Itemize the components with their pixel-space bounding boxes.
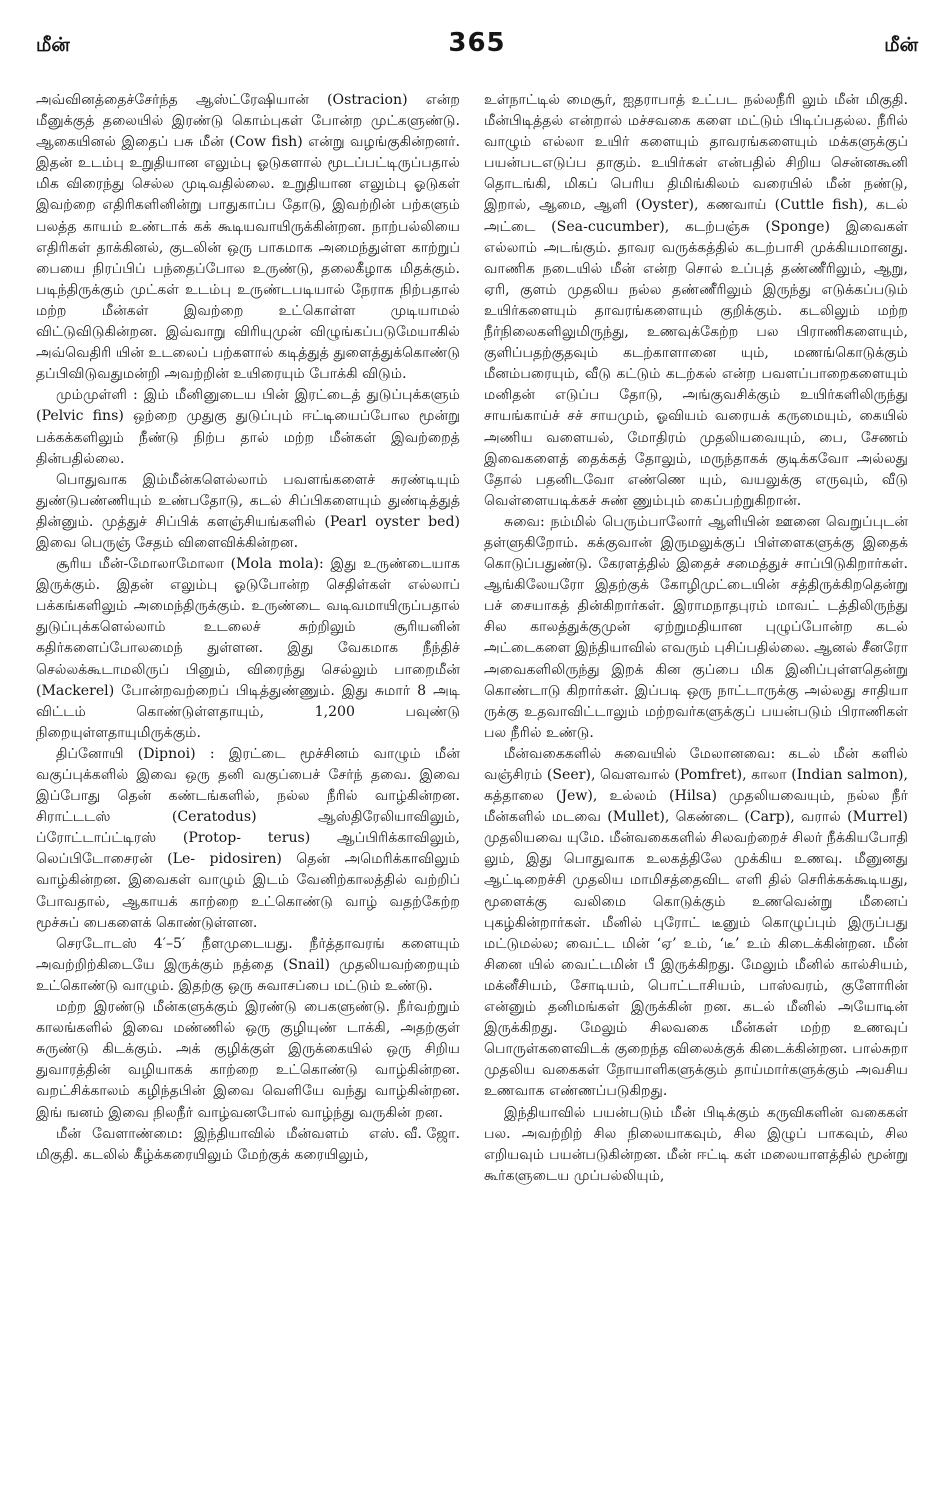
paragraph-with-signature <box>36 997 460 1142</box>
paragraph: திப்னோயி (Dipnoi) : இரட்டை மூச்சினம் வாழும் மீன் வகுப்புக்களில் இவை ஒரு தனி வகுப்பைச் சேர்ந் தவை. இவை இப்போது தென் கண்டங்களில், நல்ல நீரில் வாழ்கின்றன. சிராட்டடஸ் (Ceratodus) ஆஸ்திரேலியாவிலும், ப்ரோட்டாப்ட்டிரஸ் (Protop- terus) ஆப்பிரிக்காவிலும், லெப்பிடோசைரன் (Le- pidosiren) தென் அமெரிக்காவிலும் வாழ்கின்றன. இவைகள் வாழும் இடம் வேனிற்காலத்தில் வற்றிப் போவதால், ஆகாயக் காற்றை உட்கொண்டு வாழ் வதற்கேற்ற மூச்சுப் பைகளைக் கொண்டுள்ளன. <box>36 745 460 931</box>
paragraph: சுவை: நம்மில் பெரும்பாலோர் ஆளியின் ஊனை வெறுப்புடன் தள்ளுகிறோம். கக்குவான் இருமலுக்குப் பிள்ளைகளுக்கு இதைக் கொடுப்பதுண்டு. கேரளத்தில் இதைச் சமைத்துச் சாப்பிடுகிறார்கள். ஆங்கிலேயரோ இதற்குக் கோழிமுட்டையின் சத்திருக்கிறதென்று பச் சையாகத் தின்கிறார்கள். இராமநாதபுரம் மாவட் டத்திலிருந்து சில காலத்துக்குமுன் ஏற்றுமதியான புழுப்போன்ற கடல் அட்டைகளை இந்தியாவில் எவரும் புசிப்பதில்லை. ஆனல் சீனரோ அவைகளிலிருந்து இறக் கின குப்பை மிக இனிப்புள்ளதென்று கொண்டாடு கிறார்கள். இப்படி ஒரு நாட்டாருக்கு அல்லது சாதியா ருக்கு உதவாவிட்டாலும் மற்றவர்களுக்குப் பயன்படும் பிராணிகள் பல நீரில் உண்டு. <box>484 513 908 741</box>
left-column <box>36 90 460 1166</box>
section-heading-paragraph: மீன் வேளாண்மை: இந்தியாவில் மீன்வளம் மிகுதி. கடலில் கீழ்க்கரையிலும் மேற்குக் கரையிலும், <box>36 1125 369 1163</box>
page-header <box>36 28 918 68</box>
paragraph: மும்முள்ளி : இம் மீனினுடைய பின் இரட்டைத் துடுப்புக்களும் (Pelvic fins) ஒற்றை முதுகு துடுப்பும் ஈட்டியைப்போல மூன்று பக்கக்களிலும் நீண்டு நிற்ப தால் மற்ற மீன்கள் இவற்றைத் தின்பதில்லை. <box>36 387 460 467</box>
paragraph: மீன்வகைகளில் சுவையில் மேலானவை: கடல் மீன் களில் வஞ்சிரம் (Seer), வௌவால் (Pomfret), காலா (Indian salmon), கத்தாலை (Jew), உல்லம் (Hilsa) முதலியவையும், நல்ல நீர் மீன்களில் மடவை (Mullet), கெண்டை (Carp), வரால் (Murrel) முதலியவை யுமே. மீன்வகைகளில் சிலவற்றைச் சிலர் நீக்கியபோதி லும், இது பொதுவாக உலகத்திலே முக்கிய உணவு. மீனுனது ஆட்டிறைச்சி முதலிய மாமிசத்தைவிட எளி தில் செரிக்கக்கூடியது, மூளைக்கு வலிமை கொடுக்கும் உணவென்று மீனைப் புகழ்கின்றார்கள். மீனில் புரோட் டீனும் கொழுப்பும் இருப்பது மட்டுமல்ல; வைட்ட மின் ‘ஏ’ உம், ‘டீ’ உம் கிடைக்கின்றன. மீன் சினை யில் வைட்டமின் பீ இருக்கிறது. மேலும் மீனில் கால்சியம், மக்னீசியம், சோடியம், பொட்டாசியம், பாஸ்வரம், குளோரின் என்னும் தனிமங்கள் இருக்கின் றன. கடல் மீனில் அயோடின் இருக்கிறது. மேலும் சிலவகை மீன்கள் மற்ற உணவுப் பொருள்களைவிடக் குறைந்த விலைக்குக் கிடைக்கின்றன. பால்சுறா முதலிய வகைகள் நோயாளிகளுக்கும் தாய்மார்களுக்கும் அவசிய உணவாக எண்ணப்படுகிறது. <box>484 745 908 1100</box>
paragraph: சூரிய மீன்-மோலாமோலா (Mola mola): இது உருண்டையாக இருக்கும். இதன் எலும்பு ஓடுபோன்ற செதிள்கள் எல்லாப் பக்கங்களிலும் அமைந்திருக்கும். உருண்டை வடிவமாயிருப்பதால் துடுப்புக்களெல்லாம் உடலைச் சுற்றிலும் சூரியனின் கதிர்களைப்போலமைந் துள்ளன. இது வேகமாக நீந்திச் செல்லக்கூடாமலிருப் பினும், விரைந்து செல்லும் பாறைமீன் (Mackerel) போன்றவற்றைப் பிடித்துண்ணும். இது சுமார் 8 அடி விட்டம் கொண்டுள்ளதாயும், 1,200 பவுண்டு நிறையுள்ளதாயுமிருக்கும். <box>36 556 460 741</box>
paragraph: செரடோடஸ் 4′–5′ நீளமுடையது. நீர்த்தாவரங் களையும் அவற்றிற்கிடையே இருக்கும் நத்தை (Snail) முதலியவற்றையும் உட்கொண்டு வாழும். இதற்கு ஒரு சுவாசப்பை மட்டும் உண்டு. <box>36 935 460 994</box>
running-head-right: மீன் <box>884 34 918 56</box>
right-column <box>484 90 908 1187</box>
paragraph: அவ்வினத்தைச்சேர்ந்த ஆஸ்ட்ரேஷியான் (Ostracion) என்ற மீனுக்குத் தலையில் இரண்டு கொம்புகள் போன்ற முட்களுண்டு. ஆகையினல் இதைப் பசு மீன் (Cow fish) என்று வழங்குகின்றனர். இதன் உடம்பு உறுதியான எலும்பு ஓடுகளால் மூடப்பட்டிருப்பதால் மிக விரைந்து செல்ல முடிவதில்லை. உறுதியான எலும்பு ஓடுகள் இவற்றை எதிரிகளினின்று பாதுகாப்ப தோடு, இவற்றின் பற்களும் பலத்த காயம் உண்டாக் கக் கூடியவாயிருக்கின்றன. நாற்பல்லியை எதிரிகள் தாக்கினல், குடலின் ஒரு பாகமாக அமைந்துள்ள காற்றுப் பையை நிரப்பிப் பந்தைப்போல உருண்டு, தலைகீழாக மிதக்கும். படிந்திருக்கும் முட்கள் உடம்பு உருண்டபடியால் நேராக நிற்பதால் மற்ற மீன்கள் இவற்றை உட்கொள்ள முடியாமல் விட்டுவிடுகின்றன. இவ்வாறு விரியுமுன் விழுங்கப்படுமேயாகில் அவ்வெதிரி யின் உடலைப் பற்களால் கடித்துத் துளைத்துக்கொண்டு தப்பிவிடுவதுமன்றி அவற்றின் உயிரையும் போக்கி விடும். <box>36 92 460 383</box>
author-signature: எஸ். வீ. ஜோ. <box>368 1125 460 1142</box>
paragraph: உள்நாட்டில் மைசூர், ஐதராபாத் உட்பட நல்லநீரி லும் மீன் மிகுதி. மீன்பிடித்தல் என்றால் மச்சவகை களை மட்டும் பிடிப்பதல்ல. நீரில் வாழும் எல்லா உயிர் களையும் தாவரங்களையும் மக்களுக்குப் பயன்படஎடுப்ப தாகும். உயிர்கள் என்பதில் சிறிய சென்னகூனி தொடங்கி, மிகப் பெரிய திமிங்கிலம் வரையில் மீன் நண்டு, இறால், ஆமை, ஆளி (Oyster), கணவாய் (Cuttle fish), கடல் அட்டை (Sea-cucumber), கடற்பஞ்சு (Sponge) இவைகள் எல்லாம் அடங்கும். தாவர வருக்கத்தில் கடற்பாசி முக்கியமானது. வாணிக நடையில் மீன் என்ற சொல் உப்புத் தண்ணீரிலும், ஆறு, ஏரி, குளம் முதலிய நல்ல தண்ணீரிலும் இருந்து எடுக்கப்படும் உயிர்களையும் தாவரங்களையும் குறிக்கும். கடலிலும் மற்ற நீர்நிலைகளிலுமிருந்து, உணவுக்கேற்ற பல பிராணிகளையும், குளிப்பதற்குதவும் கடற்காளானை யும், மணங்கொடுக்கும் மீனம்பரையும், வீடு கட்டும் கடற்கல் என்ற பவளப்பாறைகளையும் மனிதன் எடுப்ப தோடு, அங்குவசிக்கும் உயிர்களிலிருந்து சாயங்காய்ச் சச் சாயமும், ஓவியம் வரையக் கருமையும், கையில் அணிய வளையல், மோதிரம் முதலியவையும், பை, சேணம் இவைகளைத் தைக்கத் தோலும், மருந்தாகக் குடிக்கவோ அல்லது தோல் பதனிடவோ எண்ணெ யும், வயலுக்கு எருவும், வீடு வெள்ளையடிக்கச் சுண் ணும்பும் கைப்பற்றுகிறான். <box>484 92 908 509</box>
paragraph-text: மற்ற இரண்டு மீன்களுக்கும் இரண்டு பைகளுண்டு. நீர்வற்றும் காலங்களில் இவை மண்ணில் ஒரு குழியுண் டாக்கி, அதற்குள் சுருண்டு கிடக்கும். அக் குழிக்குள் இருக்கையில் ஒரு சிறிய துவாரத்தின் வழியாகக் காற்றை உட்கொண்டு வாழ்கின்றன. வறட்சிக்காலம் கழிந்தபின் இவை வெளியே வந்து வாழ்கின்றன. இங் ஙனம் இவை நிலநீர் வாழ்வனபோல் வாழ்ந்து வருகின் றன. <box>36 999 460 1121</box>
paragraph: இந்தியாவில் பயன்படும் மீன் பிடிக்கும் கருவிகளின் வகைகள் பல. அவற்றிற் சில நிலையாகவும், சில இழுப் பாகவும், சில எறியவும் பயன்படுகின்றன. மீன் ஈட்டி கள் மலையாளத்தில் மூன்று கூர்களுடைய முப்பல்லியும், <box>484 1104 908 1184</box>
running-head-left: மீன் <box>36 34 70 56</box>
page-number: 365 <box>448 28 506 58</box>
paragraph: பொதுவாக இம்மீன்களெல்லாம் பவளங்களைச் சுரண்டியும் துண்டுபண்ணியும் உண்பதோடு, கடல் சிப்பிகளையும் துண்டித்துத் தின்னும். முத்துச் சிப்பிக் களஞ்சியங்களில் (Pearl oyster bed) இவை பெருஞ் சேதம் விளைவிக்கின்றன. <box>36 471 460 551</box>
